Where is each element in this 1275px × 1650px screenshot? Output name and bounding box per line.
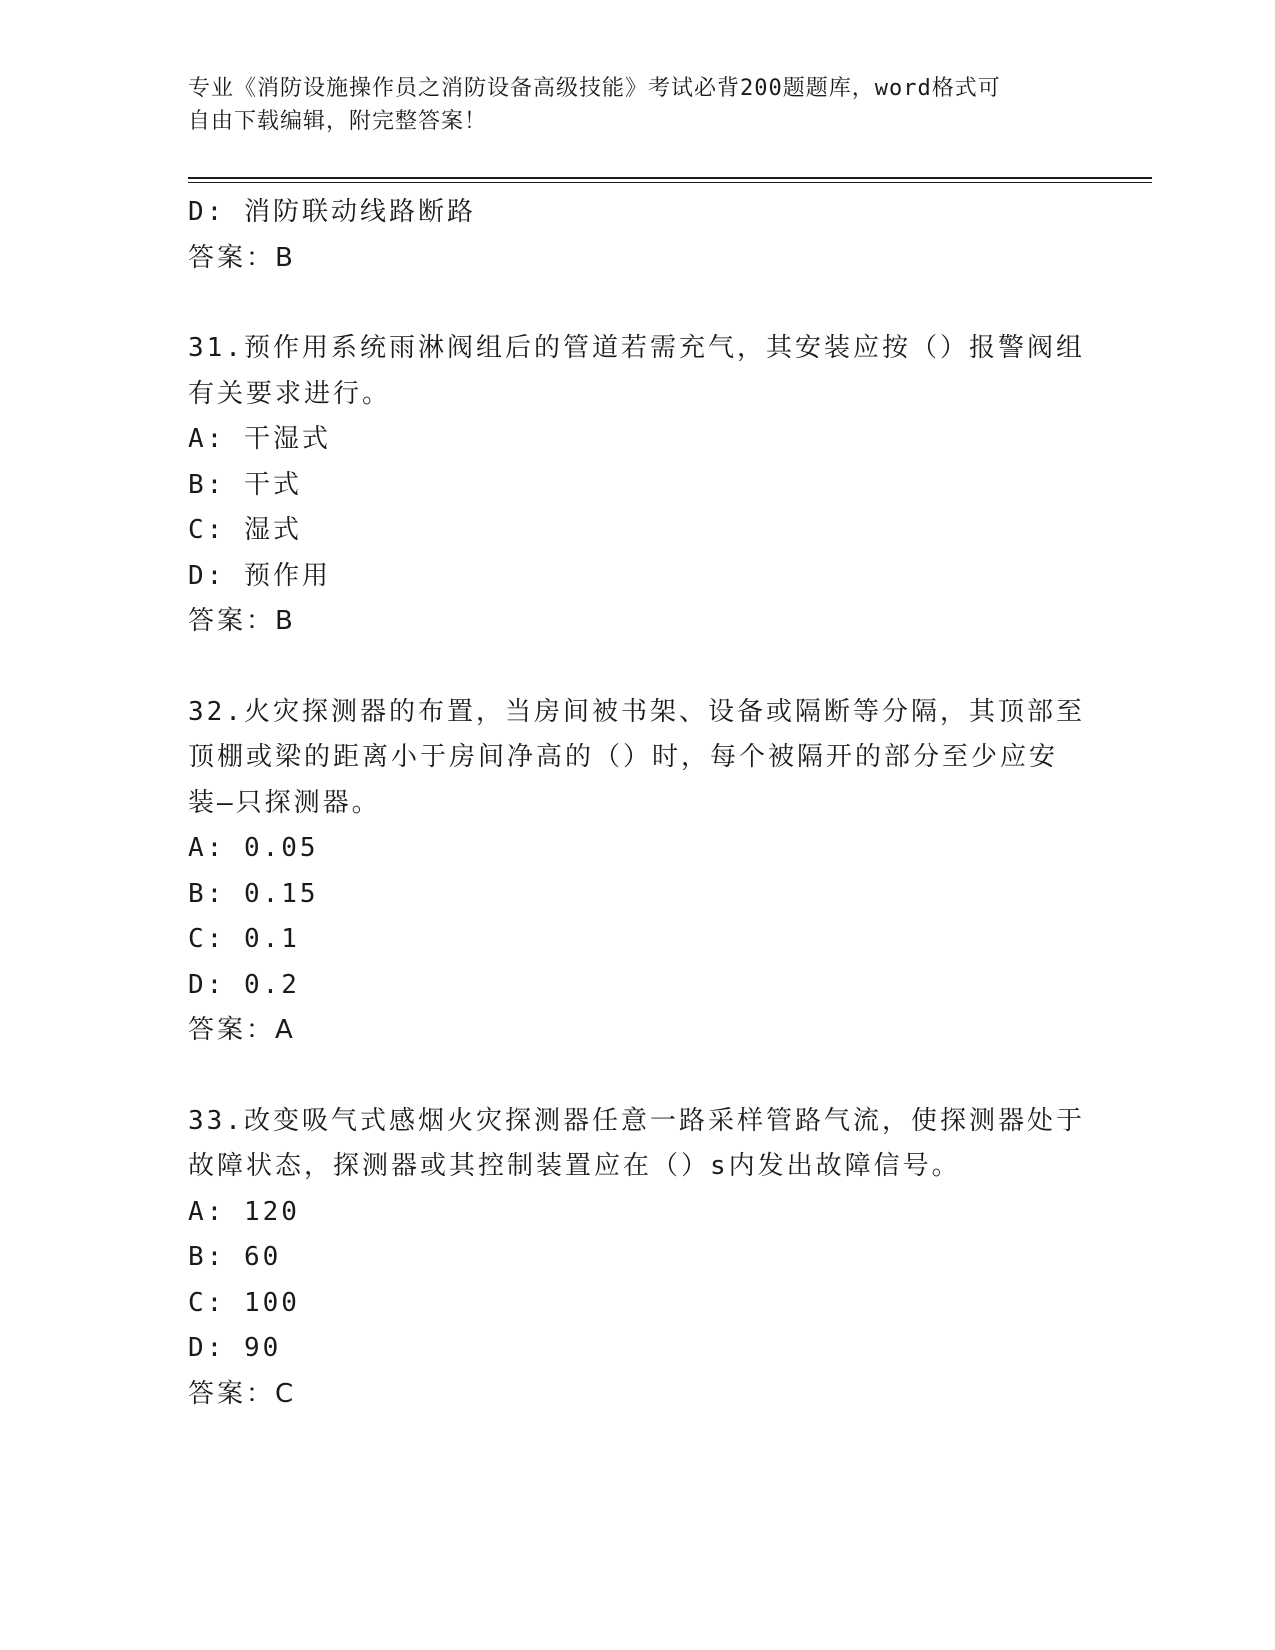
document-header: [188, 72, 1068, 138]
option-a: A: 干湿式: [188, 424, 331, 454]
spacer: [188, 645, 1088, 690]
option-b: B: 干式: [188, 469, 302, 500]
answer-line: 答案：B: [188, 242, 296, 273]
header-rule-thick: [188, 177, 1152, 179]
option-d: D: 消防联动线路断路: [188, 197, 476, 227]
option-c: C: 0.1: [188, 924, 300, 954]
option-c: C: 湿式: [188, 515, 302, 545]
question-stem-line: 32.火灾探测器的布置，当房间被书架、设备或隔断等分隔，其顶部至: [188, 696, 1085, 727]
question-stem-line: 有关要求进行。: [188, 378, 392, 409]
answer-line: 答案：C: [188, 1378, 297, 1409]
option-c: C: 100: [188, 1287, 300, 1318]
option-b: B: 0.15: [188, 878, 319, 909]
question-stem-line: 33.改变吸气式感烟火灾探测器任意一路采样管路气流，使探测器处于: [188, 1105, 1085, 1136]
question-stem-line: 装—只探测器。: [188, 787, 381, 818]
answer-line: 答案：B: [188, 606, 296, 636]
header-line-2: 自由下载编辑，附完整答案！: [188, 109, 488, 134]
question-32: [188, 690, 1088, 1054]
option-b: B: 60: [188, 1242, 282, 1272]
question-31: [188, 326, 1088, 645]
header-line-1: 专业《消防设施操作员之消防设备高级技能》考试必背200题题库，word格式可: [188, 76, 1001, 101]
option-d: D: 0.2: [188, 969, 300, 1000]
question-33: [188, 1099, 1088, 1418]
option-d: D: 90: [188, 1333, 282, 1363]
question-stem-line: 31.预作用系统雨淋阀组后的管道若需充气，其安装应按（）报警阀组: [188, 333, 1085, 363]
option-a: A: 0.05: [188, 833, 319, 863]
question-list: [188, 190, 1088, 1417]
option-a: A: 120: [188, 1196, 300, 1227]
question-stem-line: 故障状态，探测器或其控制装置应在（）s内发出故障信号。: [188, 1151, 961, 1181]
spacer: [188, 1054, 1088, 1099]
spacer: [188, 281, 1088, 326]
question-stem-line: 顶棚或梁的距离小于房间净高的（）时，每个被隔开的部分至少应安: [188, 742, 1059, 772]
option-d: D: 预作用: [188, 560, 331, 591]
header-rule-thin: [188, 182, 1152, 183]
previous-question-tail: [188, 190, 1088, 281]
answer-line: 答案：A: [188, 1015, 296, 1045]
